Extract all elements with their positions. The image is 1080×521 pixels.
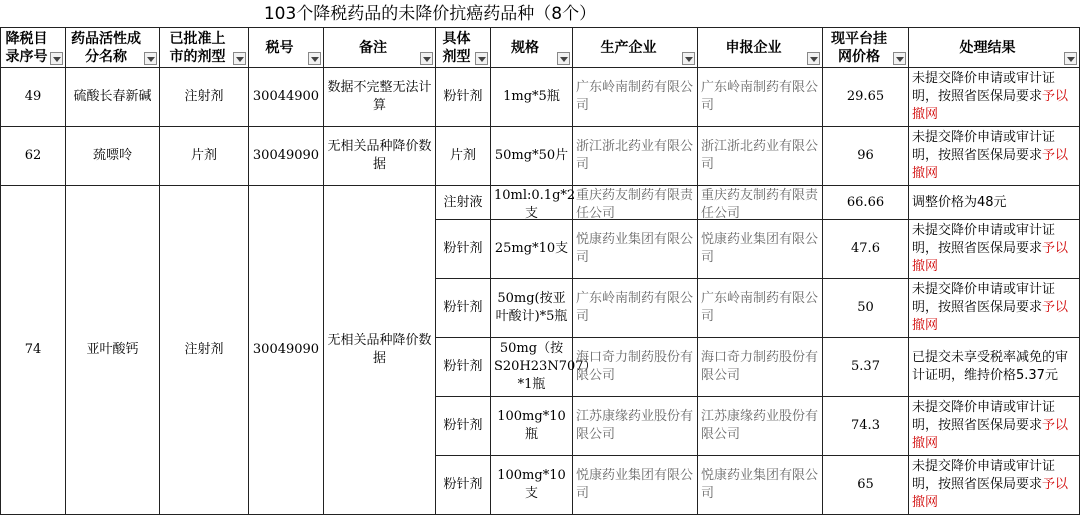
price-cell[interactable]: 29.65 xyxy=(823,68,909,127)
spec-cell[interactable]: 25mg*10支 xyxy=(491,220,573,279)
tax-no-cell[interactable]: 30044900 xyxy=(249,68,324,127)
applicant-cell[interactable]: 海口奇力制药股份有限公司 xyxy=(698,338,823,397)
note-cell[interactable]: 数据不完整无法计算 xyxy=(324,68,436,127)
result-cell[interactable]: 未提交降价申请或审计证明，按照省医保局要求予以撤网 xyxy=(909,456,1080,515)
spec-cell[interactable]: 1mg*5瓶 xyxy=(491,68,573,127)
seq-cell[interactable]: 62 xyxy=(1,127,66,186)
filter-dropdown-icon[interactable] xyxy=(682,52,695,65)
form-cell[interactable]: 粉针剂 xyxy=(436,397,491,456)
applicant-cell[interactable]: 悦康药业集团有限公司 xyxy=(698,220,823,279)
ingredient-cell[interactable]: 硫酸长春新碱 xyxy=(66,68,160,127)
price-cell[interactable]: 66.66 xyxy=(823,186,909,220)
form-cell[interactable]: 粉针剂 xyxy=(436,220,491,279)
header-form[interactable]: 具体剂型 xyxy=(436,28,491,68)
filter-dropdown-icon[interactable] xyxy=(807,52,820,65)
form-cell[interactable]: 注射液 xyxy=(436,186,491,220)
price-cell[interactable]: 65 xyxy=(823,456,909,515)
sheet-title: 103个降税药品的未降价抗癌药品种（8个） xyxy=(263,4,597,24)
price-cell[interactable]: 47.6 xyxy=(823,220,909,279)
spec-cell[interactable]: 100mg*10支 xyxy=(491,456,573,515)
filter-dropdown-icon[interactable] xyxy=(475,52,488,65)
seq-cell[interactable]: 74 xyxy=(1,186,66,515)
drug-table xyxy=(0,27,1080,515)
approved-form-cell[interactable]: 注射剂 xyxy=(160,186,249,515)
price-cell[interactable]: 74.3 xyxy=(823,397,909,456)
maker-cell[interactable]: 海口奇力制药股份有限公司 xyxy=(573,338,698,397)
result-cell[interactable]: 调整价格为48元 xyxy=(909,186,1080,220)
result-cell[interactable]: 未提交降价申请或审计证明，按照省医保局要求予以撤网 xyxy=(909,68,1080,127)
applicant-cell[interactable]: 广东岭南制药有限公司 xyxy=(698,68,823,127)
applicant-cell[interactable]: 浙江浙北药业有限公司 xyxy=(698,127,823,186)
header-tax-no[interactable]: 税号 xyxy=(249,28,324,68)
maker-cell[interactable]: 江苏康缘药业股份有限公司 xyxy=(573,397,698,456)
header-note[interactable]: 备注 xyxy=(324,28,436,68)
table-row xyxy=(1,68,1080,127)
table-row xyxy=(1,186,1080,220)
header-ingredient[interactable]: 药品活性成分名称 xyxy=(66,28,160,68)
result-cell[interactable]: 已提交未享受税率减免的审计证明，维持价格5.37元 xyxy=(909,338,1080,397)
header-spec[interactable]: 规格 xyxy=(491,28,573,68)
header-row xyxy=(1,28,1080,68)
applicant-cell[interactable]: 悦康药业集团有限公司 xyxy=(698,456,823,515)
result-cell[interactable]: 未提交降价申请或审计证明，按照省医保局要求予以撤网 xyxy=(909,279,1080,338)
approved-form-cell[interactable]: 片剂 xyxy=(160,127,249,186)
maker-cell[interactable]: 悦康药业集团有限公司 xyxy=(573,456,698,515)
price-cell[interactable]: 5.37 xyxy=(823,338,909,397)
applicant-cell[interactable]: 江苏康缘药业股份有限公司 xyxy=(698,397,823,456)
header-approved-form[interactable]: 已批准上市的剂型 xyxy=(160,28,249,68)
filter-dropdown-icon[interactable] xyxy=(557,52,570,65)
form-cell[interactable]: 片剂 xyxy=(436,127,491,186)
maker-cell[interactable]: 广东岭南制药有限公司 xyxy=(573,68,698,127)
spec-cell[interactable]: 50mg(按亚叶酸计)*5瓶 xyxy=(491,279,573,338)
result-cell[interactable]: 未提交降价申请或审计证明，按照省医保局要求予以撤网 xyxy=(909,127,1080,186)
header-seq[interactable]: 降税目录序号 xyxy=(1,28,66,68)
applicant-cell[interactable]: 重庆药友制药有限责任公司 xyxy=(698,186,823,220)
form-cell[interactable]: 粉针剂 xyxy=(436,279,491,338)
maker-cell[interactable]: 悦康药业集团有限公司 xyxy=(573,220,698,279)
result-cell[interactable]: 未提交降价申请或审计证明，按照省医保局要求予以撤网 xyxy=(909,397,1080,456)
filter-dropdown-icon[interactable] xyxy=(308,52,321,65)
header-maker[interactable]: 生产企业 xyxy=(573,28,698,68)
spec-cell[interactable]: 10ml:0.1g*2支 xyxy=(491,186,573,220)
filter-dropdown-icon[interactable] xyxy=(1064,52,1077,65)
spec-cell[interactable]: 100mg*10瓶 xyxy=(491,397,573,456)
maker-cell[interactable]: 重庆药友制药有限责任公司 xyxy=(573,186,698,220)
result-cell[interactable]: 未提交降价申请或审计证明，按照省医保局要求予以撤网 xyxy=(909,220,1080,279)
ingredient-cell[interactable]: 巯嘌呤 xyxy=(66,127,160,186)
approved-form-cell[interactable]: 注射剂 xyxy=(160,68,249,127)
spec-cell[interactable]: 50mg（按S20H23N707）*1瓶 xyxy=(491,338,573,397)
header-result[interactable]: 处理结果 xyxy=(909,28,1080,68)
filter-dropdown-icon[interactable] xyxy=(233,52,246,65)
form-cell[interactable]: 粉针剂 xyxy=(436,338,491,397)
applicant-cell[interactable]: 广东岭南制药有限公司 xyxy=(698,279,823,338)
price-cell[interactable]: 96 xyxy=(823,127,909,186)
tax-no-cell[interactable]: 30049090 xyxy=(249,127,324,186)
filter-dropdown-icon[interactable] xyxy=(420,52,433,65)
ingredient-cell[interactable]: 亚叶酸钙 xyxy=(66,186,160,515)
note-cell[interactable]: 无相关品种降价数据 xyxy=(324,127,436,186)
filter-dropdown-icon[interactable] xyxy=(893,52,906,65)
form-cell[interactable]: 粉针剂 xyxy=(436,68,491,127)
spec-cell[interactable]: 50mg*50片 xyxy=(491,127,573,186)
filter-dropdown-icon[interactable] xyxy=(50,52,63,65)
header-applicant[interactable]: 申报企业 xyxy=(698,28,823,68)
seq-cell[interactable]: 49 xyxy=(1,68,66,127)
table-row xyxy=(1,127,1080,186)
price-cell[interactable]: 50 xyxy=(823,279,909,338)
note-cell[interactable]: 无相关品种降价数据 xyxy=(324,186,436,515)
filter-dropdown-icon[interactable] xyxy=(144,52,157,65)
header-price[interactable]: 现平台挂网价格 xyxy=(823,28,909,68)
maker-cell[interactable]: 广东岭南制药有限公司 xyxy=(573,279,698,338)
maker-cell[interactable]: 浙江浙北药业有限公司 xyxy=(573,127,698,186)
tax-no-cell[interactable]: 30049090 xyxy=(249,186,324,515)
form-cell[interactable]: 粉针剂 xyxy=(436,456,491,515)
